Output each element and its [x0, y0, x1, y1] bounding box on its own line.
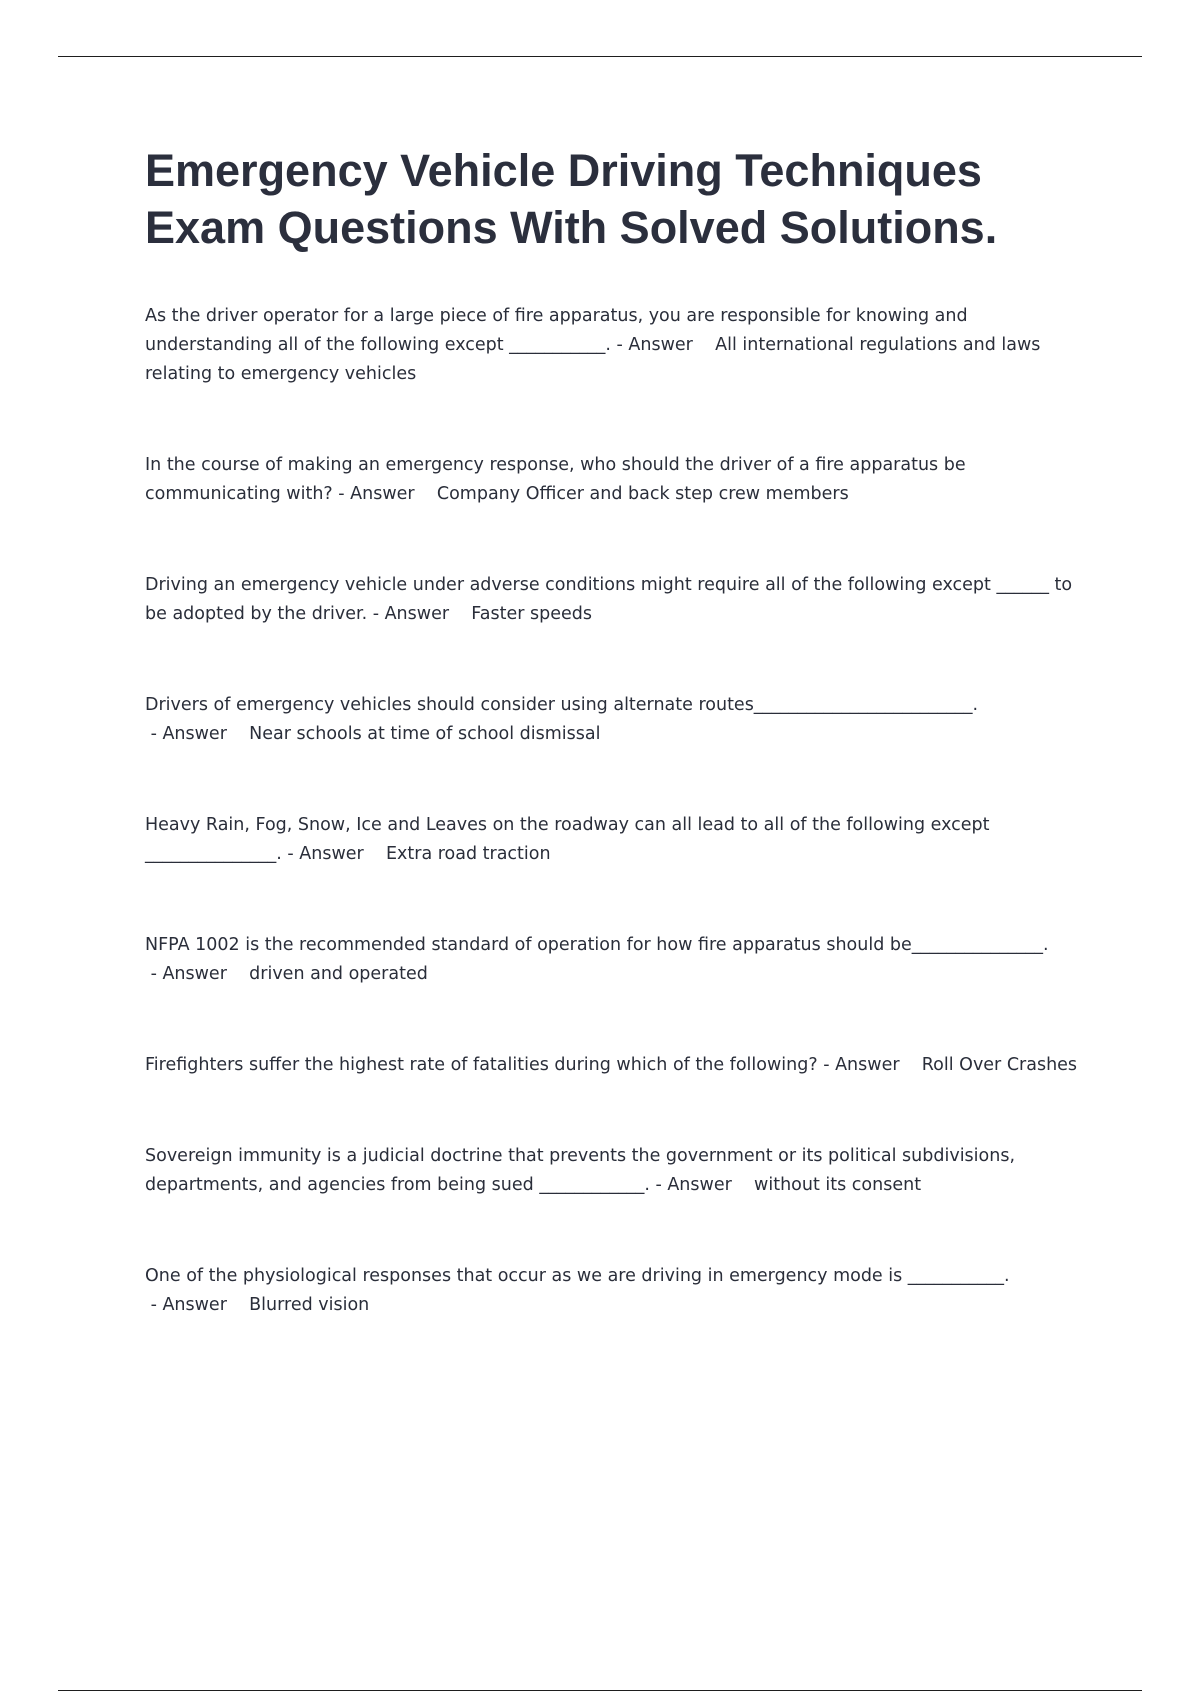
answer-separator: - Answer — [145, 1295, 250, 1315]
document-content — [145, 142, 1085, 1382]
question-text: Sovereign immunity is a judicial doctrine that prevents the government or its political subdivisions, departments, and agencies from being sued ____________. — [145, 1146, 1016, 1195]
question-text: As the driver operator for a large piece of fire apparatus, you are responsible for knowing and understanding all of the following except ___________. — [145, 306, 968, 355]
answer-text: Faster speeds — [471, 604, 592, 624]
answer-text: All international regulations and laws relating to emergency vehicles — [145, 335, 1041, 384]
qa-item-4 — [145, 691, 1080, 749]
bottom-rule — [58, 1690, 1142, 1691]
qa-item-9 — [145, 1262, 1080, 1320]
answer-text: Near schools at time of school dismissal — [249, 724, 601, 744]
top-rule — [58, 56, 1142, 57]
qa-item-6 — [145, 931, 1080, 989]
answer-text: Extra road traction — [385, 844, 551, 864]
answer-separator: - Answer — [610, 335, 716, 355]
answer-separator: - Answer — [145, 964, 250, 984]
answer-separator: - Answer — [332, 484, 437, 504]
qa-item-5 — [145, 811, 1080, 869]
answer-separator: - Answer — [367, 604, 472, 624]
qa-item-3 — [145, 571, 1080, 629]
answer-text: Blurred vision — [249, 1295, 370, 1315]
answer-text: driven and operated — [249, 964, 428, 984]
qa-item-2 — [145, 451, 1080, 509]
answer-separator: - Answer — [649, 1175, 755, 1195]
qa-item-8 — [145, 1142, 1080, 1200]
qa-list — [145, 302, 1085, 1320]
question-text: Drivers of emergency vehicles should consider using alternate routes_________________________. — [145, 695, 979, 715]
answer-separator: - Answer — [281, 844, 386, 864]
answer-separator: - Answer — [145, 724, 250, 744]
question-text: NFPA 1002 is the recommended standard of operation for how fire apparatus should be_______________. — [145, 935, 1049, 955]
answer-text: Roll Over Crashes — [921, 1055, 1078, 1075]
question-text: One of the physiological responses that occur as we are driving in emergency mode is ___________. — [145, 1266, 1010, 1286]
answer-separator: - Answer — [817, 1055, 922, 1075]
answer-text: without its consent — [754, 1175, 922, 1195]
qa-item-1 — [145, 302, 1080, 389]
question-text: Firefighters suffer the highest rate of fatalities during which of the following? — [145, 1055, 818, 1075]
qa-item-7 — [145, 1051, 1080, 1080]
question-text: Heavy Rain, Fog, Snow, Ice and Leaves on the roadway can all lead to all of the following except _______________. — [145, 815, 990, 864]
question-text: In the course of making an emergency response, who should the driver of a fire apparatus be communicating with? — [145, 455, 966, 504]
question-text: Driving an emergency vehicle under adverse conditions might require all of the following except ______ to be adopted by the driver. — [145, 575, 1073, 624]
document-title: Emergency Vehicle Driving Techniques Exam Questions With Solved Solutions. — [145, 145, 998, 253]
answer-text: Company Officer and back step crew members — [436, 484, 849, 504]
